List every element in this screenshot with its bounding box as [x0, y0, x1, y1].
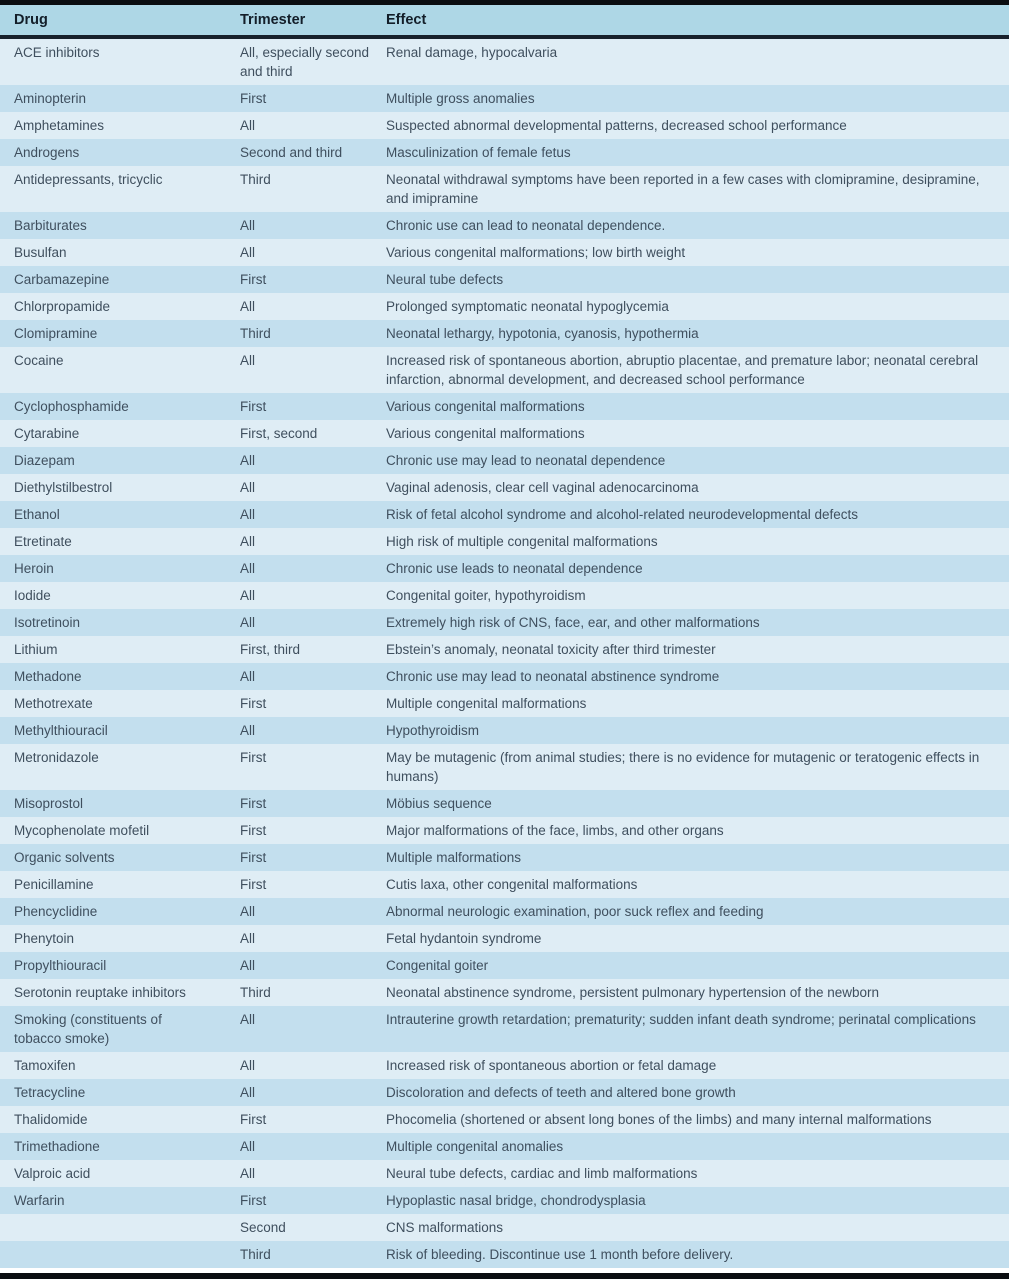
effect-cell: Abnormal neurologic examination, poor suck reflex and feeding: [386, 904, 764, 919]
trimester-cell: First: [240, 1112, 267, 1127]
table-row: [0, 266, 1009, 293]
trimester-cell: All: [240, 931, 256, 946]
effect-cell: Suspected abnormal developmental patterns, decreased school performance: [386, 118, 847, 133]
trimester-cell: Third: [240, 985, 271, 1000]
drug-cell: Androgens: [14, 145, 80, 160]
drug-cell: Tamoxifen: [14, 1058, 76, 1073]
column-header-trimester: Trimester: [240, 5, 386, 37]
trimester-cell: All: [240, 588, 256, 603]
trimester-cell: Third: [240, 1247, 271, 1262]
drug-cell: Misoprostol: [14, 796, 84, 811]
table-row: [0, 663, 1009, 690]
effect-cell: Congenital goiter, hypothyroidism: [386, 588, 586, 603]
trimester-cell: Second: [240, 1220, 286, 1235]
trimester-cell: All: [240, 507, 256, 522]
table-row: [0, 1079, 1009, 1106]
table-row: [0, 293, 1009, 320]
drug-cell: Aminopterin: [14, 91, 87, 106]
trimester-cell: Third: [240, 172, 271, 187]
table-row: [0, 112, 1009, 139]
drug-cell: Carbamazepine: [14, 272, 110, 287]
trimester-cell: All: [240, 723, 256, 738]
trimester-cell: First: [240, 91, 267, 106]
trimester-cell: First: [240, 1193, 267, 1208]
effect-cell: Congenital goiter: [386, 958, 489, 973]
drug-cell: Diazepam: [14, 453, 75, 468]
drug-cell: Methotrexate: [14, 696, 93, 711]
table-body: [0, 37, 1009, 1268]
trimester-cell: All: [240, 218, 256, 233]
drug-cell: Isotretinoin: [14, 615, 81, 630]
drug-cell: Cytarabine: [14, 426, 80, 441]
drug-cell: Organic solvents: [14, 850, 115, 865]
table-row: [0, 636, 1009, 663]
trimester-cell: All: [240, 453, 256, 468]
trimester-cell: Second and third: [240, 145, 343, 160]
trimester-cell: All: [240, 1058, 256, 1073]
drug-cell: Methadone: [14, 669, 82, 684]
effect-cell: CNS malformations: [386, 1220, 504, 1235]
drug-cell: Etretinate: [14, 534, 72, 549]
trimester-cell: Third: [240, 326, 271, 341]
effect-cell: Cutis laxa, other congenital malformations: [386, 877, 638, 892]
trimester-cell: All: [240, 245, 256, 260]
table-row: [0, 898, 1009, 925]
effect-cell: Intrauterine growth retardation; prematurity; sudden infant death syndrome; perinatal complications: [386, 1012, 976, 1027]
effect-cell: Chronic use may lead to neonatal abstinence syndrome: [386, 669, 720, 684]
drug-cell: Mycophenolate mofetil: [14, 823, 150, 838]
table-row: [0, 952, 1009, 979]
trimester-cell: First: [240, 877, 267, 892]
drug-cell: Ethanol: [14, 507, 60, 522]
drug-cell: Cyclophosphamide: [14, 399, 129, 414]
trimester-cell: First: [240, 399, 267, 414]
effect-cell: Multiple congenital malformations: [386, 696, 587, 711]
effect-cell: Various congenital malformations: [386, 426, 585, 441]
drug-cell: Propylthiouracil: [14, 958, 107, 973]
effect-cell: Neural tube defects, cardiac and limb malformations: [386, 1166, 698, 1181]
effect-cell: Phocomelia (shortened or absent long bones of the limbs) and many internal malformations: [386, 1112, 932, 1127]
effect-cell: Various congenital malformations; low birth weight: [386, 245, 686, 260]
drug-cell: [0, 1214, 240, 1241]
drug-cell: Cocaine: [14, 353, 64, 368]
trimester-cell: All: [240, 615, 256, 630]
trimester-cell: First: [240, 823, 267, 838]
drug-cell: Iodide: [14, 588, 51, 603]
drug-cell: Methylthiouracil: [14, 723, 108, 738]
effect-cell: Extremely high risk of CNS, face, ear, and other malformations: [386, 615, 760, 630]
drug-cell: Tetracycline: [14, 1085, 86, 1100]
table-row: [0, 85, 1009, 112]
drug-cell: Trimethadione: [14, 1139, 100, 1154]
drug-cell: Valproic acid: [14, 1166, 91, 1181]
drug-cell: Amphetamines: [14, 118, 105, 133]
effect-cell: Chronic use can lead to neonatal dependence.: [386, 218, 666, 233]
trimester-cell: First: [240, 796, 267, 811]
drug-cell: Phenytoin: [14, 931, 75, 946]
effect-cell: Multiple malformations: [386, 850, 522, 865]
table-row: [0, 555, 1009, 582]
drug-cell: Phencyclidine: [14, 904, 98, 919]
drug-cell: Chlorpropamide: [14, 299, 111, 314]
teratogenic-drugs-table: [0, 5, 1009, 1268]
table-row: [0, 528, 1009, 555]
table-header: [0, 5, 1009, 37]
trimester-cell: All: [240, 669, 256, 684]
effect-cell: Increased risk of spontaneous abortion, abruptio placentae, and premature labor; neonatal cerebral infarction, abnormal development, and decreased school performance: [386, 353, 979, 387]
trimester-cell: All: [240, 1139, 256, 1154]
effect-cell: Chronic use may lead to neonatal dependence: [386, 453, 666, 468]
table-row: [0, 1006, 1009, 1052]
trimester-cell: All: [240, 1012, 256, 1027]
effect-cell: Ebstein’s anomaly, neonatal toxicity after third trimester: [386, 642, 716, 657]
table-row: [0, 1241, 1009, 1268]
table-row: [0, 717, 1009, 744]
trimester-cell: All: [240, 1166, 256, 1181]
table-row: [0, 1214, 1009, 1241]
drug-cell: Thalidomide: [14, 1112, 88, 1127]
table-row: [0, 925, 1009, 952]
effect-cell: Masculinization of female fetus: [386, 145, 571, 160]
effect-cell: Multiple gross anomalies: [386, 91, 535, 106]
table-row: [0, 1133, 1009, 1160]
effect-cell: Neonatal withdrawal symptoms have been reported in a few cases with clomipramine, desipramine, and imipramine: [386, 172, 980, 206]
table-row: [0, 139, 1009, 166]
effect-cell: Multiple congenital anomalies: [386, 1139, 564, 1154]
effect-cell: Chronic use leads to neonatal dependence: [386, 561, 643, 576]
effect-cell: Neonatal abstinence syndrome, persistent pulmonary hypertension of the newborn: [386, 985, 880, 1000]
effect-cell: Fetal hydantoin syndrome: [386, 931, 542, 946]
table-row: [0, 690, 1009, 717]
drug-cell: Warfarin: [14, 1193, 65, 1208]
table-row: [0, 1052, 1009, 1079]
effect-cell: Neural tube defects: [386, 272, 504, 287]
effect-cell: Neonatal lethargy, hypotonia, cyanosis, hypothermia: [386, 326, 699, 341]
table-row: [0, 239, 1009, 266]
effect-cell: Hypothyroidism: [386, 723, 480, 738]
table-row: [0, 447, 1009, 474]
trimester-cell: All, especially second and third: [240, 45, 370, 79]
trimester-cell: All: [240, 958, 256, 973]
column-header-effect: Effect: [386, 5, 1009, 37]
trimester-cell: All: [240, 1085, 256, 1100]
drug-cell: Busulfan: [14, 245, 67, 260]
table-row: [0, 1187, 1009, 1214]
trimester-cell: First: [240, 272, 267, 287]
effect-cell: Major malformations of the face, limbs, and other organs: [386, 823, 724, 838]
drug-cell: Clomipramine: [14, 326, 98, 341]
table-row: [0, 166, 1009, 212]
drug-cell: Penicillamine: [14, 877, 94, 892]
trimester-cell: All: [240, 561, 256, 576]
trimester-cell: First: [240, 750, 267, 765]
effect-cell: Renal damage, hypocalvaria: [386, 45, 558, 60]
table-row: [0, 1106, 1009, 1133]
table-row: [0, 347, 1009, 393]
table-row: [0, 420, 1009, 447]
table-row: [0, 212, 1009, 239]
drug-cell: Barbiturates: [14, 218, 87, 233]
table-row: [0, 320, 1009, 347]
effect-cell: Prolonged symptomatic neonatal hypoglycemia: [386, 299, 669, 314]
column-header-drug: Drug: [0, 5, 240, 37]
effect-cell: Risk of bleeding. Discontinue use 1 month before delivery.: [386, 1247, 734, 1262]
drug-cell: Metronidazole: [14, 750, 99, 765]
trimester-cell: All: [240, 480, 256, 495]
trimester-cell: First: [240, 696, 267, 711]
table-row: [0, 37, 1009, 85]
effect-cell: Risk of fetal alcohol syndrome and alcohol-related neurodevelopmental defects: [386, 507, 859, 522]
table-row: [0, 609, 1009, 636]
effect-cell: Increased risk of spontaneous abortion or fetal damage: [386, 1058, 717, 1073]
drug-cell: Smoking (constituents of tobacco smoke): [14, 1012, 162, 1046]
drug-cell: Diethylstilbestrol: [14, 480, 113, 495]
header-row: [0, 5, 1009, 37]
drug-cell: Lithium: [14, 642, 58, 657]
effect-cell: High risk of multiple congenital malformations: [386, 534, 658, 549]
table-row: [0, 790, 1009, 817]
trimester-cell: All: [240, 904, 256, 919]
trimester-cell: First, third: [240, 642, 301, 657]
table-row: [0, 871, 1009, 898]
effect-cell: Discoloration and defects of teeth and altered bone growth: [386, 1085, 736, 1100]
trimester-cell: First: [240, 850, 267, 865]
drug-cell: [0, 1241, 240, 1268]
table-row: [0, 582, 1009, 609]
drug-cell: Antidepressants, tricyclic: [14, 172, 163, 187]
trimester-cell: All: [240, 534, 256, 549]
trimester-cell: All: [240, 353, 256, 368]
table-row: [0, 979, 1009, 1006]
table-row: [0, 844, 1009, 871]
effect-cell: May be mutagenic (from animal studies; there is no evidence for mutagenic or teratogenic effects in humans): [386, 750, 980, 784]
drug-cell: Heroin: [14, 561, 54, 576]
table-row: [0, 1160, 1009, 1187]
table-row: [0, 474, 1009, 501]
table-row: [0, 501, 1009, 528]
trimester-cell: First, second: [240, 426, 318, 441]
table-row: [0, 744, 1009, 790]
effect-cell: Möbius sequence: [386, 796, 492, 811]
table-row: [0, 393, 1009, 420]
effect-cell: Vaginal adenosis, clear cell vaginal adenocarcinoma: [386, 480, 699, 495]
effect-cell: Various congenital malformations: [386, 399, 585, 414]
effect-cell: Hypoplastic nasal bridge, chondrodysplasia: [386, 1193, 646, 1208]
drug-cell: Serotonin reuptake inhibitors: [14, 985, 186, 1000]
trimester-cell: All: [240, 299, 256, 314]
trimester-cell: All: [240, 118, 256, 133]
table-row: [0, 817, 1009, 844]
drug-cell: ACE inhibitors: [14, 45, 100, 60]
